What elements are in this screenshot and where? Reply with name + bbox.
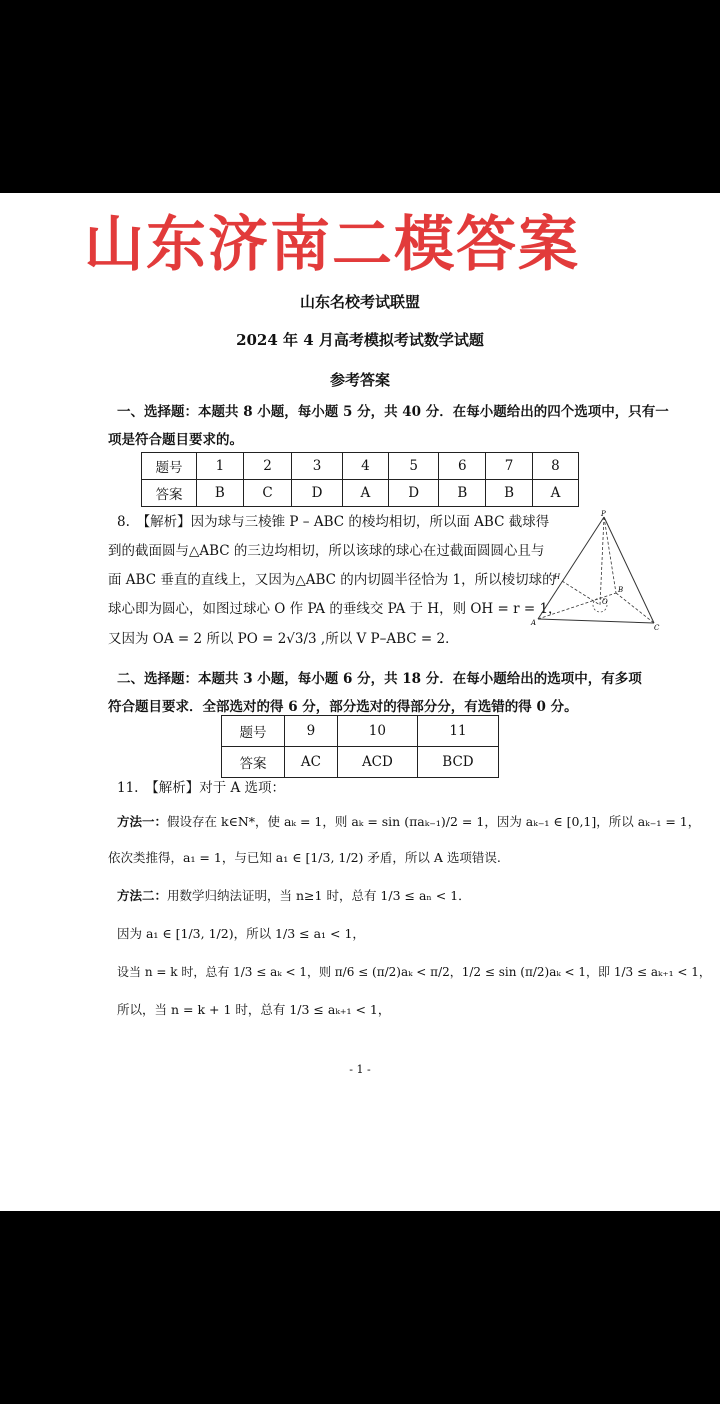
table-cell: A bbox=[342, 480, 388, 507]
table-header-cell: 题号 bbox=[142, 453, 197, 480]
method1-line1 bbox=[117, 816, 700, 829]
edge-pc bbox=[604, 517, 654, 623]
table-header-cell: 题号 bbox=[222, 716, 285, 747]
org-title: 山东名校考试联盟 bbox=[299, 293, 420, 311]
table-cell: 3 bbox=[292, 453, 343, 480]
method2-label: 方法二： bbox=[117, 888, 168, 903]
table-header-cell: 答案 bbox=[142, 480, 197, 507]
answer-table-2 bbox=[221, 715, 499, 778]
section1-line1: 一、选择题：本题共 8 小题，每小题 5 分，共 40 分．在每小题给出的四个选项中，只有一 bbox=[117, 404, 669, 420]
pyramid-figure bbox=[528, 509, 664, 635]
method2-line4: 所以，当 n = k + 1 时，总有 1/3 ≤ aₖ₊₁ < 1， bbox=[117, 1002, 391, 1017]
edge-bc bbox=[616, 593, 654, 623]
method1-label: 方法一： bbox=[117, 814, 168, 829]
table-cell: BCD bbox=[417, 747, 498, 778]
table-row bbox=[222, 747, 499, 778]
q8-line5: 又因为 OA = 2 所以 PO = 2√3/3 ,所以 V P–ABC = 2． bbox=[108, 631, 459, 647]
section1-line2: 项是符合题目要求的。 bbox=[108, 432, 243, 448]
figure-label: C bbox=[654, 624, 660, 632]
table-cell: C bbox=[243, 480, 292, 507]
table-row bbox=[142, 453, 579, 480]
table-cell: 6 bbox=[439, 453, 486, 480]
table-row bbox=[222, 716, 499, 747]
table-cell: AC bbox=[285, 747, 338, 778]
table-cell: 4 bbox=[342, 453, 388, 480]
figure-label: A bbox=[531, 619, 537, 627]
method1-line2: 依次类推得，a₁ = 1，与已知 a₁ ∈ [1/3, 1/2) 矛盾，所以 A 选项错误. bbox=[108, 850, 501, 865]
table-cell: 1 bbox=[197, 453, 244, 480]
q11-intro: 11. 【解析】对于 A 选项： bbox=[117, 780, 286, 796]
method1-text: 假设存在 k∈N*，使 aₖ = 1，则 aₖ = sin (πaₖ₋₁)/2 = 1，因为 aₖ₋₁ ∈ [0,1]，所以 aₖ₋₁ = 1， bbox=[167, 814, 701, 829]
page-number: - 1 - bbox=[349, 1063, 371, 1076]
document-page bbox=[0, 193, 720, 1211]
edge-ab bbox=[538, 593, 616, 619]
table-cell: B bbox=[197, 480, 244, 507]
method2-line1 bbox=[117, 890, 471, 903]
q8-line2: 到的截面圆与△ABC 的三边均相切，所以该球的球心在过截面圆圆心且与 bbox=[108, 543, 545, 559]
method2-line2: 因为 a₁ ∈ [1/3, 1/2)，所以 1/3 ≤ a₁ < 1， bbox=[117, 926, 365, 941]
table-cell: 5 bbox=[388, 453, 439, 480]
exam-title: 2024 年 4 月高考模拟考试数学试题 bbox=[236, 331, 484, 349]
figure-label: B bbox=[618, 586, 624, 594]
table-cell: ACD bbox=[337, 747, 417, 778]
banner-title: 山东济南二模答案 bbox=[84, 210, 580, 280]
table-cell: B bbox=[486, 480, 533, 507]
figure-label: O bbox=[602, 598, 608, 606]
q8-line1: 8. 【解析】因为球与三棱锥 P – ABC 的棱均相切，所以面 ABC 截球得 bbox=[117, 514, 550, 530]
figure-label: P bbox=[601, 510, 606, 518]
method2-line3: 设当 n = k 时，总有 1/3 ≤ aₖ < 1，则 π/6 ≤ (π/2)aₖ < π/2，1/2 ≤ sin (π/2)aₖ < 1，即 1/3 ≤ aₖ₊₁ < 1， bbox=[117, 965, 711, 979]
q8-line3: 面 ABC 垂直的直线上，又因为△ABC 的内切圆半径恰为 1，所以棱切球的 bbox=[108, 572, 556, 588]
table-cell: A bbox=[532, 480, 578, 507]
table-header-cell: 答案 bbox=[222, 747, 285, 778]
edge-ac bbox=[538, 619, 654, 623]
method2-text: 用数学归纳法证明，当 n≥1 时，总有 1/3 ≤ aₙ < 1． bbox=[167, 888, 471, 903]
table-row bbox=[142, 480, 579, 507]
table-cell: 7 bbox=[486, 453, 533, 480]
figure-label: H bbox=[554, 573, 561, 581]
table-cell: B bbox=[439, 480, 486, 507]
table-cell: 8 bbox=[532, 453, 578, 480]
table-cell: 2 bbox=[243, 453, 292, 480]
table-cell: 11 bbox=[417, 716, 498, 747]
edge-pa bbox=[538, 517, 604, 619]
table-cell: 10 bbox=[337, 716, 417, 747]
section2-line1: 二、选择题：本题共 3 小题，每小题 6 分，共 18 分．在每小题给出的选项中，有多项 bbox=[117, 671, 642, 687]
table-cell: 9 bbox=[285, 716, 338, 747]
height-po bbox=[600, 517, 604, 605]
section2-line2: 符合题目要求．全部选对的得 6 分，部分选对的得部分分，有选错的得 0 分。 bbox=[108, 699, 578, 715]
table-cell: D bbox=[388, 480, 439, 507]
table-cell: D bbox=[292, 480, 343, 507]
answers-title: 参考答案 bbox=[329, 371, 390, 389]
edge-pb bbox=[604, 517, 616, 593]
q8-line4: 球心即为圆心，如图过球心 O 作 PA 的垂线交 PA 于 H，则 OH = r = 1， bbox=[108, 601, 562, 617]
answer-table-1 bbox=[141, 452, 579, 507]
